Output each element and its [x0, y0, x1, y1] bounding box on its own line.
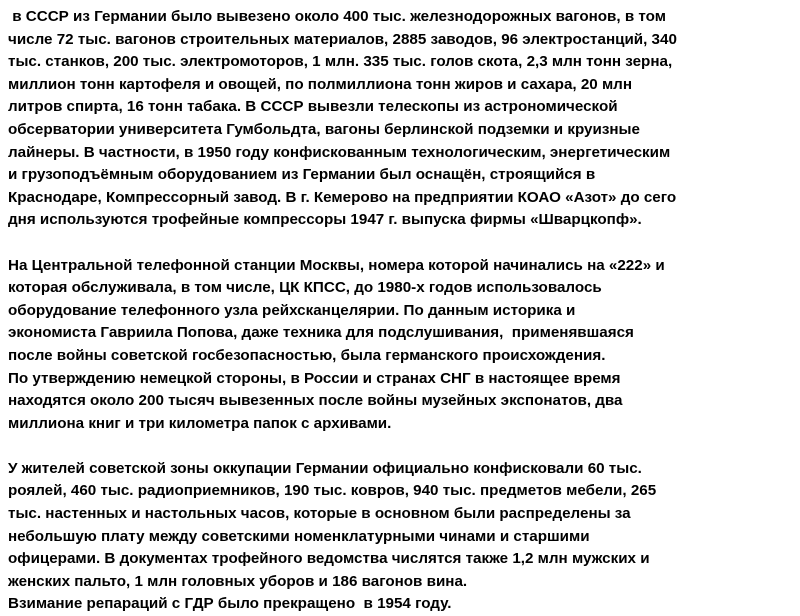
text-line: обсерватории университета Гумбольдта, вагоны берлинской подземки и круизные — [8, 120, 640, 138]
text-line: роялей, 460 тыс. радиоприемников, 190 тыс. ковров, 940 тыс. предметов мебели, 265 — [8, 482, 657, 500]
text-block — [8, 6, 792, 616]
text-line: женских пальто, 1 млн головных уборов и 186 вагонов вина. — [8, 572, 468, 590]
text-line: в СССР из Германии было вывезено около 400 тыс. железнодорожных вагонов, в том — [8, 8, 666, 25]
text-line: По утверждению немецкой стороны, в России и странах СНГ в настоящее время — [8, 369, 621, 387]
text-line: которая обслуживала, в том числе, ЦК КПСС, до 1980-х годов использовалось — [8, 279, 602, 297]
text-line: У жителей советской зоны оккупации Германии официально конфисковали 60 тыс. — [8, 459, 642, 477]
text-line: Краснодаре, Компрессорный завод. В г. Кемерово на предприятии КОАО «Азот» до сего — [8, 188, 677, 206]
text-line: офицерами. В документах трофейного ведомства числятся также 1,2 млн мужских и — [8, 550, 650, 568]
text-line: тыс. станков, 200 тыс. электромоторов, 1 млн. 335 тыс. голов скота, 2,3 млн тонн зерна, — [8, 53, 673, 71]
text-line: экономиста Гавриила Попова, даже техника для подслушивания, применявшаяся — [8, 324, 634, 342]
text-line: и грузоподъёмным оборудованием из Германии был оснащён, строящийся в — [8, 166, 596, 184]
text-line: миллиона книг и три километра папок с архивами. — [8, 414, 392, 432]
paragraph-telephone-station — [8, 255, 792, 436]
text-line: находятся около 200 тысяч вывезенных после войны музейных экспонатов, два — [8, 392, 623, 410]
text-line: миллион тонн картофеля и овощей, по полмиллиона тонн жиров и сахара, 20 млн — [8, 75, 633, 93]
text-line: лайнеры. В частности, в 1950 году конфискованным технологическим, энергетическим — [8, 143, 671, 161]
text-line: числе 72 тыс. вагонов строительных материалов, 2885 заводов, 96 электростанций, 340 — [8, 30, 677, 48]
text-line: На Центральной телефонной станции Москвы, номера которой начинались на «222» и — [8, 256, 665, 274]
text-line: тыс. настенных и настольных часов, которые в основном были распределены за — [8, 505, 631, 523]
text-line: оборудование телефонного узла рейхсканцелярии. По данным историка и — [8, 301, 576, 319]
text-line: небольшую плату между советскими номенклатурными чинами и старшими — [8, 527, 590, 545]
text-line: после войны советской госбезопасностью, была германского происхождения. — [8, 346, 606, 364]
text-line: Взимание репараций с ГДР было прекращено в 1954 году. — [8, 595, 452, 613]
paragraph-gap — [8, 435, 792, 458]
paragraph-gap — [8, 232, 792, 255]
text-line: дня используются трофейные компрессоры 1947 г. выпуска фирмы «Шварцкопф». — [8, 211, 642, 229]
text-line: литров спирта, 16 тонн табака. В СССР вывезли телескопы из астрономической — [8, 98, 618, 116]
paragraph-occupation-zone — [8, 458, 792, 616]
paragraph-reparations-industry — [8, 6, 792, 232]
